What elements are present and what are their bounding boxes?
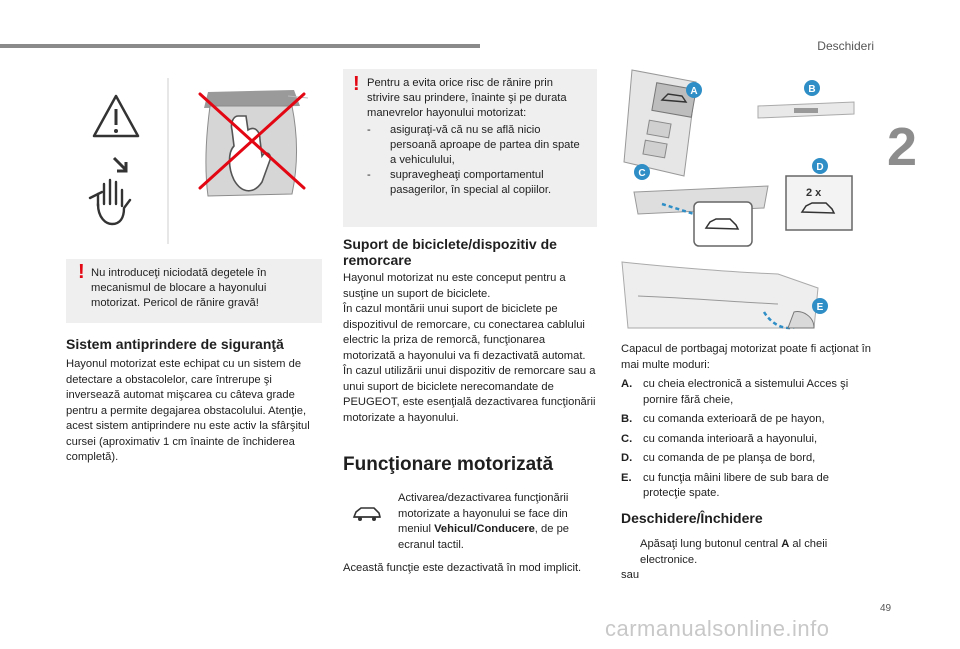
svg-text:C: C (638, 168, 646, 179)
list-item: C. cu comanda interioară a hayonului, (621, 432, 818, 445)
exterior-handle-drawing (758, 102, 854, 118)
warning-risk-list (367, 123, 587, 198)
motorized-activation: Activarea/dezactivarea funcţionării motorizate a hayonului se face din meniul Vehicul/Conducere, de pe ecranul tactil. (398, 492, 570, 551)
motorized-default: Această funcţie este dezactivată în mod implicit. (343, 562, 582, 574)
callout-e (812, 298, 828, 314)
fingers-warning-illustration (78, 76, 322, 246)
callout-a (686, 82, 702, 98)
bike-carrier-p3: În cazul utilizării unui dispozitiv de remorcare sau a unui suport de biciclete nerecomandate de PEUGEOT, este esenţială dezactivarea funcţionării motorizate a hayonului. (343, 365, 596, 424)
menu-name: Vehicul/Conducere (434, 523, 535, 535)
callout-c (634, 164, 650, 180)
motorized-title: Funcţionare motorizată (343, 454, 554, 475)
list-item: E. cu funcţia mâini libere de sub bara de protecţie spate. (621, 471, 829, 499)
warning-fingers-box (66, 259, 322, 323)
list-item: - supravegheaţi comportamentul pasagerilor, în special al copiilor. (367, 169, 552, 196)
chapter-number: 2 (887, 117, 918, 177)
header-rule (0, 44, 480, 48)
svg-text:A: A (690, 86, 698, 97)
switch-label: 2 x (806, 187, 822, 199)
or-text: sau (621, 569, 640, 581)
callout-b (804, 80, 820, 96)
list-item: A. cu cheia electronică a sistemului Acces şi pornire fără cheie, (621, 378, 849, 406)
warning-triangle-icon (94, 96, 138, 136)
warning-risk-intro: Pentru a evita orice risc de rănire prin strivire sau prindere, înainte şi pe durata manevrelor hayonului motorizat: (367, 77, 567, 119)
list-item: D. cu comanda de pe planşa de bord, (621, 452, 816, 464)
bike-carrier-p1: Hayonul motorizat nu este conceput pentru a susţine un suport de biciclete. (343, 272, 566, 300)
tailgate-controls-illustration (618, 66, 858, 336)
open-close-title: Deschidere/Închidere (621, 510, 763, 526)
callout-d (812, 158, 828, 174)
list-item: - asiguraţi-vă că nu se află nicio persoană aproape de partea din spate a vehiculului, (367, 124, 580, 166)
open-close-step: Apăsaţi lung butonul central A al cheii electronice. sau (621, 537, 866, 584)
exclamation-icon: ! (353, 73, 360, 95)
dashboard-switch-drawing (786, 176, 852, 230)
arrow-down-right-icon (114, 158, 126, 171)
page-number: 49 (880, 603, 892, 614)
rear-bumper-drawing (622, 262, 818, 328)
warning-fingers-text: Nu introduceţi niciodată degetele în mecanismul de blocare a hayonului motorizat. Pericol de rănire gravă! (91, 267, 267, 309)
svg-text:D: D (816, 162, 824, 173)
svg-text:E: E (816, 302, 824, 313)
list-item: B. cu comanda exterioară de pe hayon, (621, 413, 825, 425)
section-title: Deschideri (817, 39, 874, 53)
anti-pinch-body: Hayonul motorizat este echipat cu un sistem de detectare a obstacolelor, care întrerupe şi inversează automat mişcarea cu câteva grade pentru a permite degajarea obstacolului. Atenţie, acest sistem antiprindere nu este activ la sfârşitul cursei (aproximativ 1 cm înainte de închiderea completă). (66, 358, 310, 463)
interior-button-drawing (634, 186, 768, 246)
options-list (621, 377, 871, 506)
warning-risk-box (343, 69, 597, 227)
arrow-right-icon (621, 537, 640, 568)
bike-carrier-p2: În cazul montării unui suport de biciclete pe dispozitivul de remorcare, cu conectarea cablului electric la priza de remorcă, funcţionarea motorizată a hayonului va fi dezactivată automat. (343, 303, 586, 362)
exclamation-icon: ! (78, 261, 85, 283)
svg-text:B: B (808, 84, 816, 95)
options-intro: Capacul de portbagaj motorizat poate fi acţionat în mai multe moduri: (621, 343, 872, 371)
bike-carrier-body (343, 271, 597, 426)
key-fob-drawing (624, 70, 696, 176)
hand-icon (90, 180, 130, 224)
watermark: carmanualsonline.info (605, 616, 830, 641)
car-tailgate-icon (352, 505, 382, 523)
anti-pinch-title: Sistem antiprindere de siguranţă (66, 336, 284, 352)
bike-carrier-title: Suport de biciclete/dispozitiv de remorcare (343, 236, 557, 268)
